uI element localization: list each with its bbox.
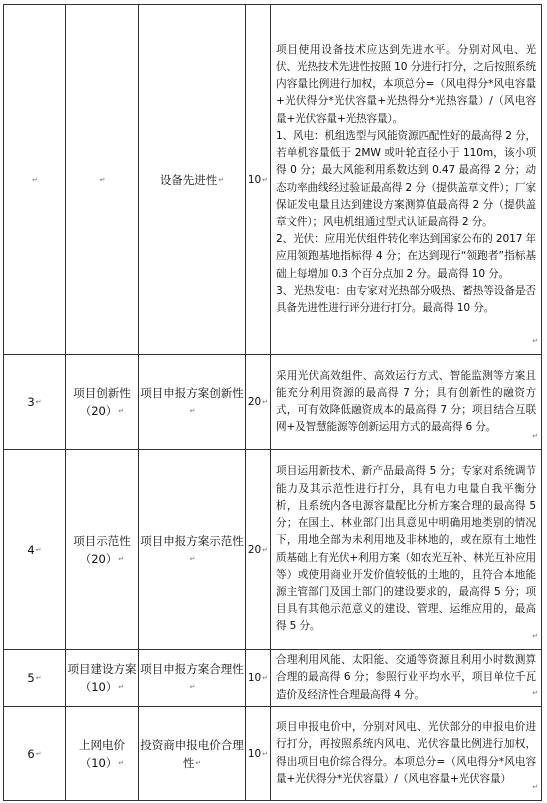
criteria-text: 3、光热发电：由专家对光热部分吸热、蓄热等设备是否具备先进性进行评分进行打分。最高得 10 分。 — [276, 284, 536, 314]
criteria-paragraph — [276, 42, 536, 128]
row-number — [4, 450, 66, 650]
criteria-paragraph — [276, 719, 536, 788]
paragraph-mark-icon: ↵ — [35, 545, 42, 554]
paragraph-mark-icon: ↵ — [195, 758, 202, 767]
criteria-text: 项目运用新技术、新产品最高得 5 分；专家对系统调节能力及其示范性进行打分，具有电力电量自我平衡分析，且系统内各电源容量配比分析方案合理的最高得 5 分；在国土、林业部门出具意见中明确用地类别的情况下，用地全部为未利用地及非林地的，或在原有土地性质基础上有光伏+利用方案（如农光互补、林光互补应用等）或使用商业开发价值较低的土地的，且符合本地能源主管部门及国土部门的建设要求的，最高得 5 分；项目具有其他示范意义的建设、管理、运维应用的，最高得 5 分。 — [276, 465, 536, 633]
category-cell — [66, 707, 139, 801]
row-number — [4, 355, 66, 450]
criteria-cell — [271, 355, 542, 450]
paragraph-mark-icon: ↵ — [189, 554, 196, 563]
paragraph-mark-icon: ↵ — [32, 175, 38, 184]
paragraph-mark-icon: ↵ — [262, 175, 269, 184]
criteria-cell — [271, 450, 542, 650]
criteria-text: 2、光伏：应用光伏组件转化率达到国家公布的 2017 年应用领跑基地指标得 4 分；在达到现行“领跑者”指标基础上每增加 0.3 个百分点加 2 分。最高得 10 分。 — [276, 233, 536, 280]
points-cell — [246, 707, 271, 801]
criteria-paragraph — [276, 283, 536, 317]
paragraph-mark-icon: ↵ — [35, 398, 42, 406]
item-cell-text: 投资商申报电价合理性 — [140, 737, 244, 770]
paragraph-mark-icon: ↵ — [189, 407, 196, 415]
row-number — [4, 5, 66, 355]
paragraph-mark-icon: ↵ — [532, 631, 538, 640]
points-cell — [246, 450, 271, 650]
paragraph-mark-icon: ↵ — [262, 674, 269, 682]
item-cell — [139, 355, 246, 450]
criteria-text: 1、风电：机组选型与风能资源匹配性好的最高得 2 分，若单机容量低于 2MW 或叶轮直径小于 110m，该小项得 0 分；最大风能利用系数达到 0.47 最高得 2 分；动态功率曲线经过验证最高得 2 分（提供盖章文件）；厂家保证发电量且达到建设方案测算值最高得 2 分（提供盖章文件）；风电机组通过型式认证最高得 2 分。 — [276, 129, 536, 228]
points-cell-text: 10 — [247, 173, 262, 186]
criteria-paragraph — [276, 368, 536, 437]
paragraph-mark-icon: ↵ — [532, 431, 538, 440]
points-cell-text: 10 — [247, 672, 262, 684]
category-cell — [66, 650, 139, 707]
item-cell — [139, 5, 246, 355]
table-row — [4, 355, 542, 450]
category-cell — [66, 450, 139, 650]
paragraph-mark-icon: ↵ — [532, 336, 538, 345]
paragraph-mark-icon: ↵ — [532, 688, 538, 697]
criteria-text: 项目使用设备技术应达到先进水平。分别对风电、光伏、光热技术先进性按照 10 分进行打分，之后按照系统内容量比例进行加权，本项总分=（风电得分*风电容量+光伏得分*光伏容量+光热得分*光热容量）/（风电容量+光伏容量+光热容量）。 — [276, 43, 536, 125]
paragraph-mark-icon: ↵ — [35, 749, 42, 758]
row-number — [4, 707, 66, 801]
category-cell-text: 项目建设方案（10） — [67, 662, 137, 694]
category-cell-text: 项目创新性（20） — [73, 386, 131, 418]
points-cell-text: 20 — [247, 396, 262, 408]
paragraph-mark-icon: ↵ — [99, 175, 106, 184]
category-cell — [66, 5, 139, 355]
item-cell — [139, 650, 246, 707]
table-row — [4, 5, 542, 355]
points-cell — [246, 355, 271, 450]
category-cell-text: 项目示范性（20） — [73, 533, 131, 566]
paragraph-mark-icon: ↵ — [189, 683, 196, 691]
points-cell-text: 10 — [247, 747, 262, 760]
item-cell — [139, 707, 246, 801]
category-cell — [66, 355, 139, 450]
paragraph-mark-icon: ↵ — [262, 749, 269, 758]
paragraph-mark-icon: ↵ — [118, 554, 125, 563]
paragraph-mark-icon: ↵ — [118, 407, 125, 415]
table-row — [4, 450, 542, 650]
criteria-cell — [271, 5, 542, 355]
scoring-table — [3, 4, 542, 801]
row-number-text: 5 — [27, 671, 35, 685]
item-cell-text: 设备先进性 — [159, 172, 218, 187]
paragraph-mark-icon: ↵ — [262, 398, 269, 406]
row-number-text: 6 — [27, 746, 35, 761]
criteria-cell — [271, 707, 542, 801]
row-number-text: 3 — [27, 395, 35, 409]
table-row — [4, 650, 542, 707]
points-cell — [246, 650, 271, 707]
paragraph-mark-icon: ↵ — [262, 545, 269, 554]
item-cell-text: 项目申报方案创新性 — [140, 386, 244, 400]
paragraph-mark-icon: ↵ — [118, 683, 125, 691]
item-cell — [139, 450, 246, 650]
points-cell-text: 20 — [247, 543, 262, 556]
criteria-paragraph — [276, 652, 536, 704]
criteria-text: 采用光伏高效组件、高效运行方式、智能监测等方案且能充分利用资源的最高得 7 分；具有创新性的融资方式，可有效降低融资成本的最高得 7 分；项目结合互联网+及智慧能源等创新运用方式的最高得 6 分。 — [276, 369, 536, 434]
row-number-text: 4 — [27, 542, 35, 557]
item-cell-text: 项目申报方案示范性 — [140, 533, 244, 548]
item-cell-text: 项目申报方案合理性 — [140, 662, 244, 676]
row-number — [4, 650, 66, 707]
criteria-paragraph — [276, 463, 536, 635]
paragraph-mark-icon: ↵ — [35, 674, 42, 682]
paragraph-mark-icon: ↵ — [118, 758, 125, 767]
criteria-text: 项目申报电价中，分别对风电、光伏部分的申报电价进行打分，再按照系统内风电、光伏容量比例进行加权，得出项目电价综合得分。本项总分=（风电得分*风电容量+光伏得分*光伏容量）/（风电容量+光伏容量） — [276, 721, 536, 785]
criteria-text: 合理利用风能、太阳能、交通等资源且利用小时数测算合理的最高得 6 分；参照行业平均水平，项目单位千瓦造价及经济性合理最高得 4 分。 — [276, 654, 536, 701]
criteria-paragraph — [276, 231, 536, 283]
table-row — [4, 707, 542, 801]
paragraph-mark-icon: ↵ — [218, 175, 225, 184]
criteria-cell — [271, 650, 542, 707]
points-cell — [246, 5, 271, 355]
paragraph-mark-icon: ↵ — [532, 782, 538, 791]
criteria-paragraph — [276, 128, 536, 231]
category-cell-text: 上网电价（10） — [79, 737, 125, 770]
